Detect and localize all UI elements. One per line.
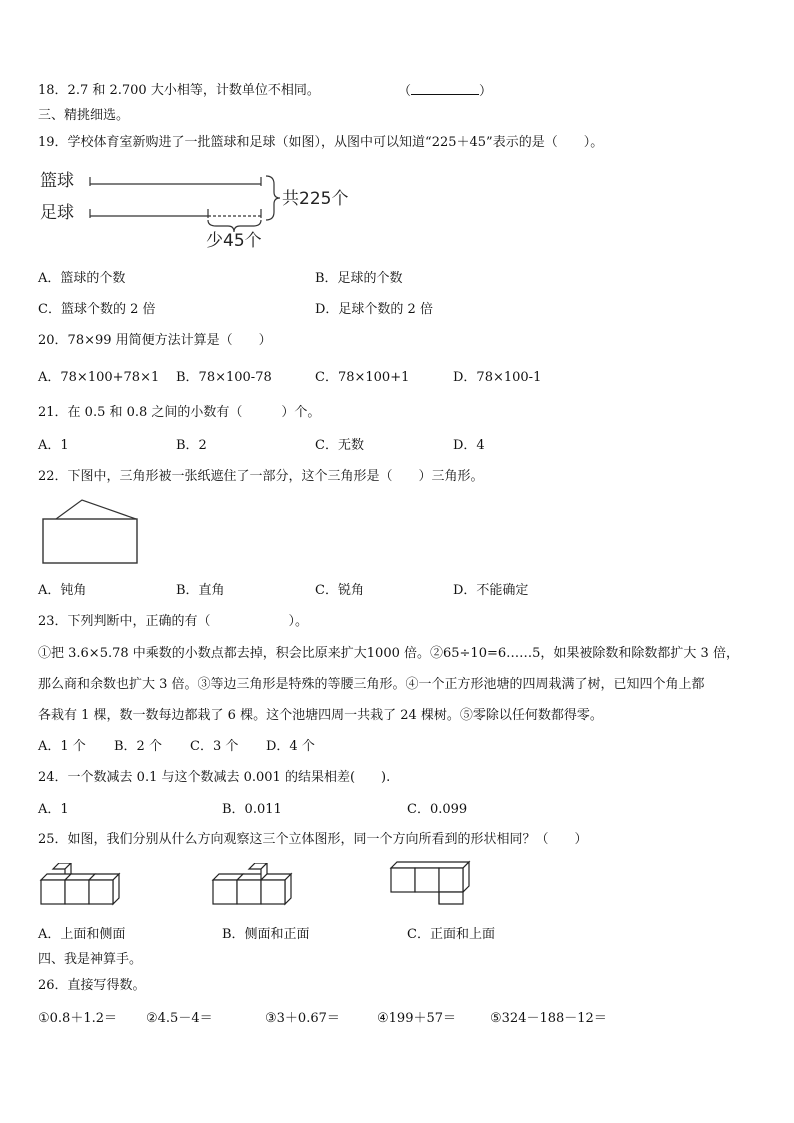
solid-figure-1: [38, 863, 134, 913]
q20-option-d[interactable]: D．78×100-1: [453, 370, 542, 385]
ball-count-diagram: [38, 164, 368, 252]
q20-option-b[interactable]: B．78×100-78: [176, 370, 272, 385]
question-20-text: 20．78×99 用简便方法计算是（ ）: [38, 333, 272, 348]
solid-figure-3: [388, 856, 484, 912]
triangle-tip: [56, 500, 136, 519]
covered-triangle-figure: [40, 498, 142, 568]
q24-option-c[interactable]: C．0.099: [407, 802, 468, 817]
q25-option-b[interactable]: B．侧面和正面: [222, 927, 310, 942]
q23-statement-line: ①把 3.6×5.78 中乘数的小数点都去掉，积会比原来扩大1000 倍。②65÷10=6……5，如果被除数和除数都扩大 3 倍，: [38, 646, 739, 661]
q25-option-a[interactable]: A．上面和侧面: [38, 927, 126, 942]
football-bar: [90, 209, 261, 218]
q21-option-d[interactable]: D．4: [453, 438, 485, 453]
q23-option-c[interactable]: C．3 个: [190, 739, 239, 754]
question-26-text: 26．直接写得数。: [38, 978, 146, 993]
q21-option-a[interactable]: A．1: [38, 438, 69, 453]
question-18: [38, 82, 320, 100]
less-label: 少45个: [206, 231, 262, 251]
q19-option-b[interactable]: B．足球的个数: [315, 271, 403, 286]
calc-item-4[interactable]: ④199＋57＝: [377, 1011, 457, 1026]
q22-option-d[interactable]: D．不能确定: [453, 583, 529, 598]
question-21-text: 21．在 0.5 和 0.8 之间的小数有（ ）个。: [38, 405, 321, 420]
question-19-text: 19．学校体育室新购进了一批篮球和足球（如图），从图中可以知道“225＋45”表示的是（ ）。: [38, 135, 604, 150]
q23-option-a[interactable]: A．1 个: [38, 739, 86, 754]
q22-option-a[interactable]: A．钝角: [38, 583, 87, 598]
question-18-text: 18．2.7 和 2.700 大小相等，计数单位不相同。: [38, 83, 320, 98]
q20-option-c[interactable]: C．78×100+1: [315, 370, 410, 385]
solid-figure-2: [210, 863, 306, 913]
q24-option-b[interactable]: B．0.011: [222, 802, 282, 817]
q22-option-c[interactable]: C．锐角: [315, 583, 364, 598]
question-22-text: 22．下图中，三角形被一张纸遮住了一部分，这个三角形是（ ）三角形。: [38, 469, 484, 484]
q23-statement-line: 各栽有 1 棵，数一数每边都栽了 6 棵。这个池塘四周一共栽了 24 棵树。⑤零除以任何数都得零。: [38, 708, 603, 723]
covering-paper: [43, 519, 137, 563]
basketball-bar: [90, 177, 261, 186]
q23-option-b[interactable]: B．2 个: [114, 739, 162, 754]
q23-statement-line: 那么商和余数也扩大 3 倍。③等边三角形是特殊的等腰三角形。④一个正方形池塘的四周栽满了树，已知四个角上都: [38, 677, 705, 692]
q22-option-b[interactable]: B．直角: [176, 583, 225, 598]
total-label: 共225个: [282, 189, 349, 209]
calc-item-5[interactable]: ⑤324－188－12＝: [490, 1011, 607, 1026]
q20-option-a[interactable]: A．78×100+78×1: [38, 370, 160, 385]
basketball-label: 篮球: [40, 171, 74, 191]
q24-option-a[interactable]: A．1: [38, 802, 69, 817]
question-25-text: 25．如图，我们分别从什么方向观察这三个立体图形，同一个方向所看到的形状相同？（ ）: [38, 832, 588, 847]
calc-item-2[interactable]: ②4.5－4＝: [146, 1011, 213, 1026]
question-24-text: 24．一个数减去 0.1 与这个数减去 0.001 的结果相差( ).: [38, 770, 391, 785]
section-title-3: 三、精挑细选。: [38, 108, 130, 123]
answer-blank-18[interactable]: （ ）: [398, 84, 493, 99]
q19-option-c[interactable]: C．篮球个数的 2 倍: [38, 302, 156, 317]
blank-line: [411, 82, 479, 95]
section-title-4: 四、我是神算手。: [38, 952, 143, 967]
calc-item-3[interactable]: ③3＋0.67＝: [265, 1011, 340, 1026]
football-label: 足球: [40, 203, 74, 223]
q21-option-c[interactable]: C．无数: [315, 438, 364, 453]
q21-option-b[interactable]: B．2: [176, 438, 207, 453]
q19-option-d[interactable]: D．足球个数的 2 倍: [315, 302, 433, 317]
calc-item-1[interactable]: ①0.8＋1.2＝: [38, 1011, 118, 1026]
q23-option-d[interactable]: D．4 个: [266, 739, 315, 754]
q25-option-c[interactable]: C．正面和上面: [407, 927, 495, 942]
q19-option-a[interactable]: A．篮球的个数: [38, 271, 126, 286]
total-brace: [266, 176, 280, 220]
question-23-text: 23．下列判断中，正确的有（ ）。: [38, 614, 309, 629]
